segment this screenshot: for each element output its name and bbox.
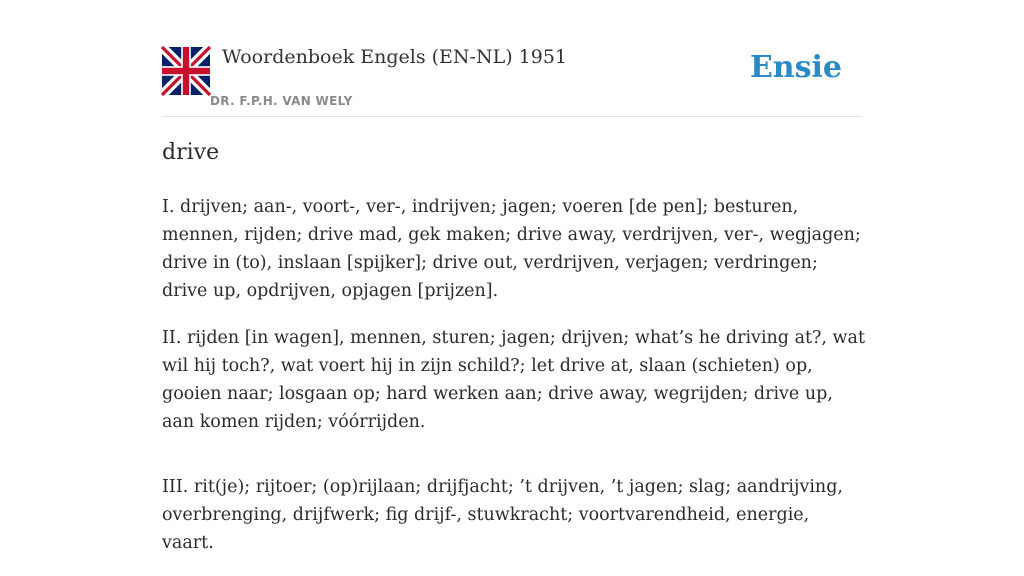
dictionary-header — [162, 44, 862, 117]
dictionary-title[interactable]: Woordenboek Engels (EN-NL) 1951 — [222, 46, 567, 68]
ensie-logo-link[interactable]: Ensie — [749, 50, 842, 85]
dictionary-author: DR. F.P.H. VAN WELY — [210, 94, 353, 108]
definition-item: III. rit(je); rijtoer; (op)rijlaan; drijfjacht; ’t drijven, ’t jagen; slag; aandrijving, overbrenging, drijfwerk; fig drijf-, stuwkracht; voortvarendheid, energie, vaart. — [162, 477, 843, 553]
definition-item: I. drijven; aan-, voort-, ver-, indrijven; jagen; voeren [de pen]; besturen, mennen, rijden; drive mad, gek maken; drive away, verdrijven, ver-, wegjagen; drive in (to), inslaan [spijker]; drive out, verdrijven, verjagen; verdringen; drive up, opdrijven, opjagen [prijzen]. — [162, 197, 861, 301]
definition-item: II. rijden [in wagen], mennen, sturen; jagen; drijven; what’s he driving at?, wat wil hij toch?, wat voert hij in zijn schild?; let drive at, slaan (schieten) op, gooien naar; losgaan op; hard werken aan; drive away, wegrijden; drive up, aan komen rijden; vóórrijden. — [162, 328, 865, 432]
uk-flag-icon — [162, 47, 210, 95]
entry-headword: drive — [162, 140, 220, 165]
definition-list — [162, 193, 866, 576]
